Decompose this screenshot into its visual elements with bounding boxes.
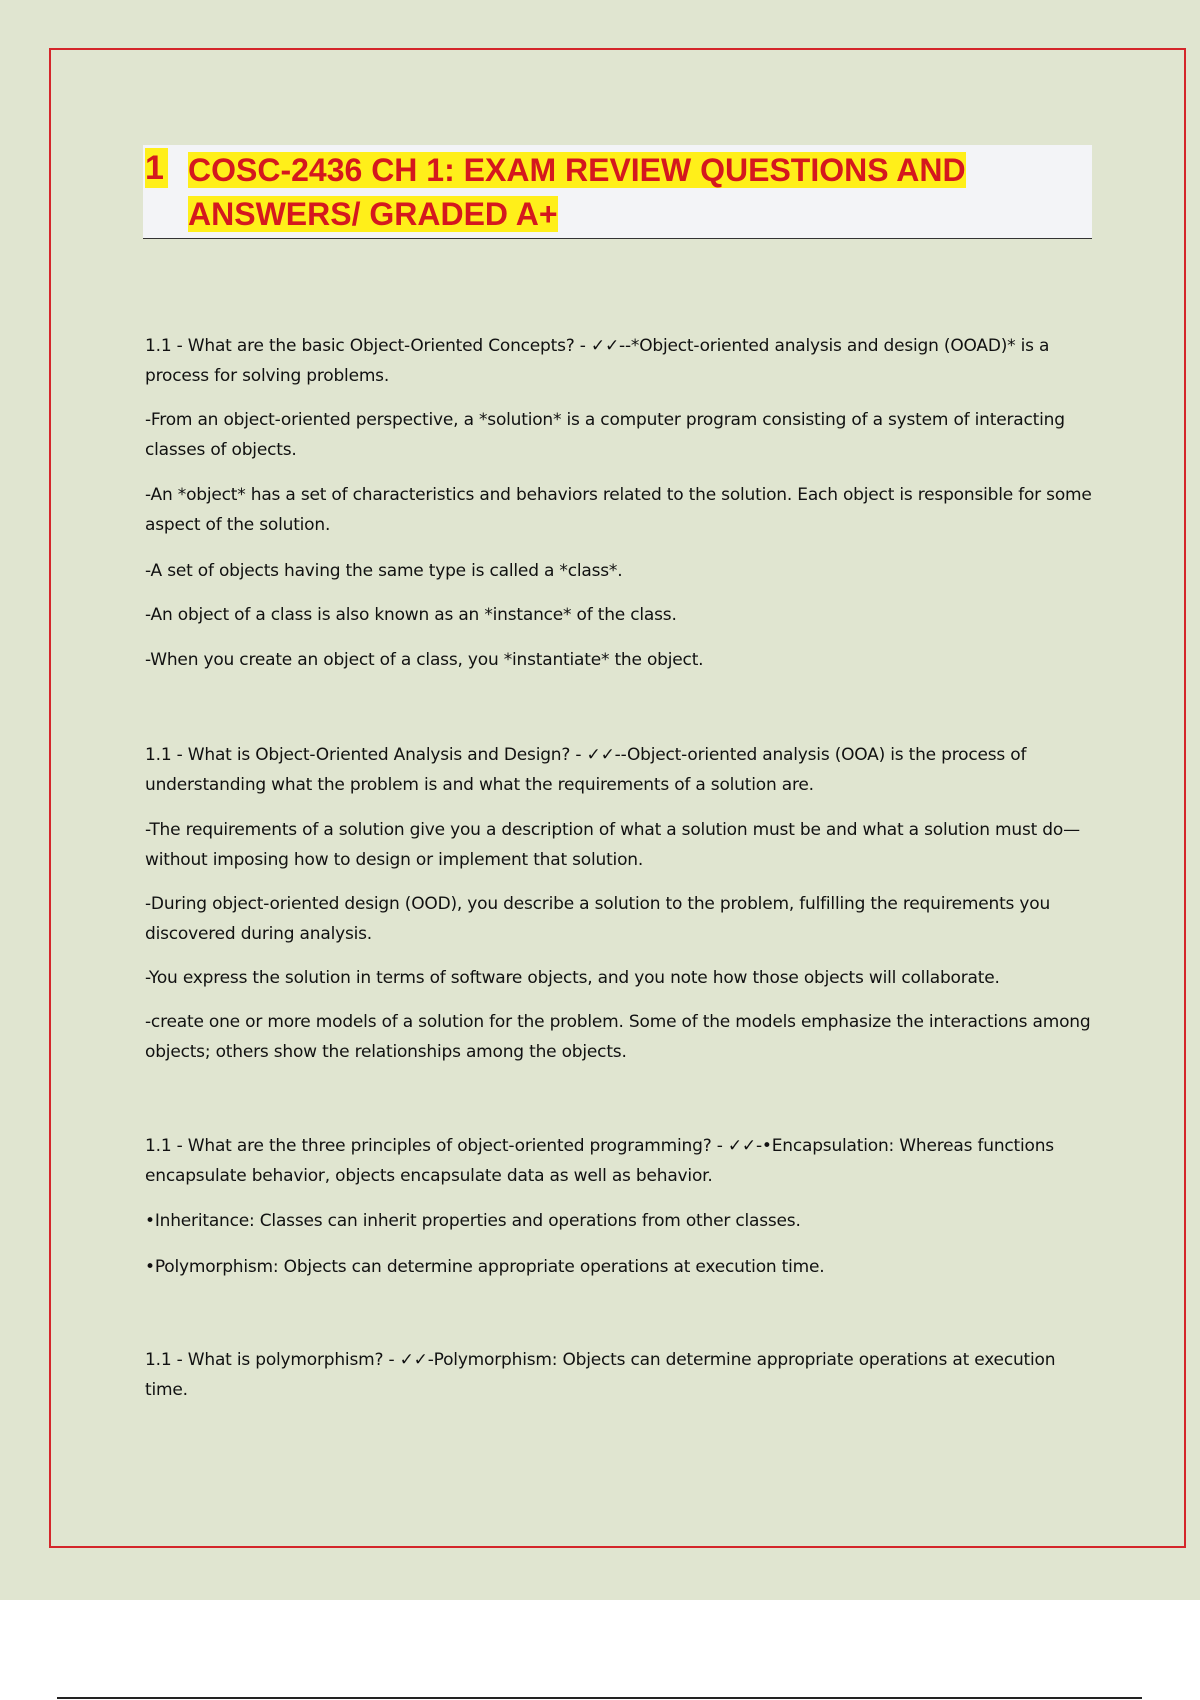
document-title <box>143 145 1092 239</box>
title-number: 1 <box>145 148 168 188</box>
q1-paragraph: -When you create an object of a class, you *instantiate* the object. <box>145 650 704 670</box>
q2-paragraph: -create one or more models of a solution for the problem. Some of the models emphasize the interactions among objects; others show the relationships among the objects. <box>145 1012 1091 1062</box>
title-text <box>188 148 1008 236</box>
footer-divider <box>57 1697 1142 1699</box>
q1-paragraph: -An object of a class is also known as an *instance* of the class. <box>145 605 677 625</box>
q2-question: 1.1 - What is Object-Oriented Analysis and Design? - ✓✓--Object-oriented analysis (OOA) is the process of understanding what the problem is and what the requirements of a solution are. <box>145 745 1027 795</box>
q3-paragraph: •Polymorphism: Objects can determine appropriate operations at execution time. <box>145 1257 825 1277</box>
q1-paragraph: -From an object-oriented perspective, a *solution* is a computer program consisting of a system of interacting classes of objects. <box>145 410 1065 460</box>
title-line-1: COSC-2436 CH 1: EXAM REVIEW QUESTIONS AND <box>188 152 966 188</box>
q2-paragraph: -You express the solution in terms of software objects, and you note how those objects will collaborate. <box>145 968 1000 988</box>
q1-paragraph: -A set of objects having the same type is called a *class*. <box>145 561 623 581</box>
q1-paragraph: -An *object* has a set of characteristics and behaviors related to the solution. Each object is responsible for some aspect of the solution. <box>145 485 1092 535</box>
q3-question: 1.1 - What are the three principles of object-oriented programming? - ✓✓-•Encapsulation: Whereas functions encapsulate behavior, objects encapsulate data as well as behavior. <box>145 1136 1054 1186</box>
q2-paragraph: -The requirements of a solution give you a description of what a solution must be and what a solution must do—without imposing how to design or implement that solution. <box>145 820 1080 870</box>
q3-paragraph: •Inheritance: Classes can inherit properties and operations from other classes. <box>145 1211 801 1231</box>
title-line-2: ANSWERS/ GRADED A+ <box>188 196 558 232</box>
q4-question: 1.1 - What is polymorphism? - ✓✓-Polymorphism: Objects can determine appropriate operations at execution time. <box>145 1350 1056 1400</box>
q2-paragraph: -During object-oriented design (OOD), you describe a solution to the problem, fulfilling the requirements you discovered during analysis. <box>145 894 1051 944</box>
q1-question: 1.1 - What are the basic Object-Oriented Concepts? - ✓✓--*Object-oriented analysis and design (OOAD)* is a process for solving problems. <box>145 336 1050 386</box>
